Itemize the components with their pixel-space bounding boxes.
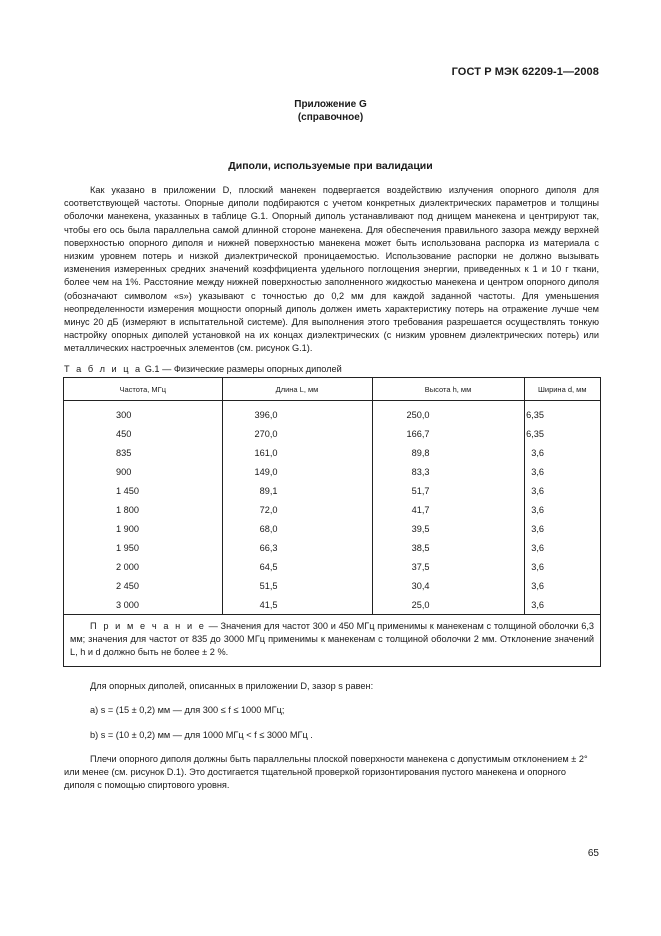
intro-paragraph: Как указано в приложении D, плоский манекен подвергается воздействию излучения опорного диполя для соответствующей частоты. Опорные диполи подбираются с учетом конкретных диэлектрических параметров и толщины оболочки манекена, указанных в таблице G.1. Опорный диполь устанавливают под днищем манекена и центрируют так, чтобы его ось была параллельна самой длинной стороне манекена. Для обеспечения правильного зазора между верхней поверхностью опорного диполя и нижней поверхностью манекена может быть использована распорка из материала с низким уровнем потерь и низкой диэлектрической проницаемостью. Использование распорки не должно вызывать изменения измеренных средних значений коэффициента удельного поглощения энергии, приведенных к 1 и 10 г ткани, более чем на 1%. Расстояние между нижней поверхностью заполненного жидкостью манекена и центром опорного диполя (обозначают символом «s») указывают с точностью до 0,2 мм для каждой заданной частоты. Для уменьшения неопределенности измерения мощности опорный диполь должен иметь характеристику потерь на отражение лучше чем минус 20 дБ (измеряют в испытательной системе). Для выполнения этого требования разрешается осуществлять тонкую настройку опорных диполей установкой на их концах диэлектрических (с низким уровнем диэлектрических потерь) или металлических настроечных элементов (см. рисунок G.1). bbox=[64, 185, 599, 354]
page-number: 65 bbox=[587, 848, 599, 859]
cell-length: 68,0 bbox=[222, 519, 372, 538]
cell-length: 396,0 bbox=[222, 401, 372, 425]
gap-intro-text: Для опорных диполей, описанных в приложении D, зазор s равен: bbox=[90, 681, 374, 691]
cell-height: 25,0 bbox=[372, 595, 524, 614]
cell-height: 89,8 bbox=[372, 443, 524, 462]
appendix-heading bbox=[0, 98, 661, 124]
table-row bbox=[64, 595, 600, 614]
header-width: Ширина d, мм bbox=[524, 378, 600, 401]
cell-length: 149,0 bbox=[222, 462, 372, 481]
table-note-text: — Значения для частот 300 и 450 МГц применимы к манекенам с толщиной оболочки 6,3 мм; значения для частот от 835 до 3000 МГц применимы к манекенам с толщиной оболочки 2 мм. Отклонение значений L, h и d должно быть не более ± 2 %. bbox=[70, 621, 594, 658]
cell-height: 39,5 bbox=[372, 519, 524, 538]
cell-length: 51,5 bbox=[222, 576, 372, 595]
cell-frequency: 1 800 bbox=[64, 500, 222, 519]
header-length: Длина L, мм bbox=[222, 378, 372, 401]
cell-frequency: 1 450 bbox=[64, 481, 222, 500]
cell-frequency: 1 900 bbox=[64, 519, 222, 538]
appendix-subtitle: (справочное) bbox=[297, 112, 364, 123]
cell-frequency: 900 bbox=[64, 462, 222, 481]
header-height: Высота h, мм bbox=[372, 378, 524, 401]
cell-length: 161,0 bbox=[222, 443, 372, 462]
cell-width: 3,6 bbox=[531, 466, 544, 477]
cell-length: 66,3 bbox=[222, 538, 372, 557]
cell-height: 30,4 bbox=[372, 576, 524, 595]
cell-length: 41,5 bbox=[222, 595, 372, 614]
cell-height: 37,5 bbox=[372, 557, 524, 576]
formula-a: а) s = (15 ± 0,2) мм — для 300 ≤ f ≤ 1000 МГц; bbox=[90, 705, 285, 715]
cell-length: 270,0 bbox=[222, 424, 372, 443]
table-caption bbox=[64, 364, 342, 374]
closing-paragraph: Плечи опорного диполя должны быть параллельны плоской поверхности манекена с допустимым отклонением ± 2° или менее (см. рисунок D.1). Это достигается тщательной проверкой горизонтирования пустого манекена и опорного диполя с помощью спиртового уровня. bbox=[64, 754, 588, 791]
cell-length: 72,0 bbox=[222, 500, 372, 519]
cell-width: 6,35 bbox=[526, 409, 544, 420]
table-row bbox=[64, 519, 600, 538]
cell-frequency: 3 000 bbox=[64, 595, 222, 614]
header-frequency: Частота, МГц bbox=[64, 378, 222, 401]
dipole-dimensions-table bbox=[63, 377, 601, 667]
cell-width: 3,6 bbox=[531, 523, 544, 534]
formula-b: b) s = (10 ± 0,2) мм — для 1000 МГц < f ≤ 3000 МГц . bbox=[90, 730, 313, 740]
cell-width: 3,6 bbox=[531, 580, 544, 591]
cell-width: 6,35 bbox=[526, 428, 544, 439]
table-header-row bbox=[64, 378, 600, 401]
cell-length: 64,5 bbox=[222, 557, 372, 576]
table-row bbox=[64, 443, 600, 462]
table-caption-text: G.1 — Физические размеры опорных диполей bbox=[144, 364, 342, 374]
table-row bbox=[64, 500, 600, 519]
cell-height: 38,5 bbox=[372, 538, 524, 557]
cell-width: 3,6 bbox=[531, 485, 544, 496]
cell-height: 250,0 bbox=[372, 401, 524, 425]
cell-height: 166,7 bbox=[372, 424, 524, 443]
cell-frequency: 1 950 bbox=[64, 538, 222, 557]
cell-width: 3,6 bbox=[531, 504, 544, 515]
cell-frequency: 450 bbox=[64, 424, 222, 443]
cell-height: 83,3 bbox=[372, 462, 524, 481]
table-row bbox=[64, 538, 600, 557]
table-row bbox=[64, 557, 600, 576]
intro-paragraph-block bbox=[64, 184, 599, 356]
cell-height: 51,7 bbox=[372, 481, 524, 500]
cell-width: 3,6 bbox=[531, 542, 544, 553]
cell-height: 41,7 bbox=[372, 500, 524, 519]
appendix-title: Приложение G bbox=[294, 99, 367, 110]
cell-width: 3,6 bbox=[531, 447, 544, 458]
table-caption-label: Т а б л и ц а bbox=[64, 364, 143, 374]
cell-frequency: 2 000 bbox=[64, 557, 222, 576]
table-row bbox=[64, 424, 600, 443]
table-row bbox=[64, 462, 600, 481]
cell-width: 3,6 bbox=[531, 599, 544, 610]
cell-length: 89,1 bbox=[222, 481, 372, 500]
cell-frequency: 835 bbox=[64, 443, 222, 462]
table-row bbox=[64, 481, 600, 500]
document-code: ГОСТ Р МЭК 62209-1—2008 bbox=[451, 66, 599, 78]
cell-frequency: 300 bbox=[64, 401, 222, 425]
table-note bbox=[64, 614, 600, 666]
table-row bbox=[64, 576, 600, 595]
cell-width: 3,6 bbox=[531, 561, 544, 572]
table-row bbox=[64, 401, 600, 425]
table-note-label: П р и м е ч а н и е bbox=[90, 621, 206, 631]
cell-frequency: 2 450 bbox=[64, 576, 222, 595]
section-title: Диполи, используемые при валидации bbox=[228, 160, 433, 172]
